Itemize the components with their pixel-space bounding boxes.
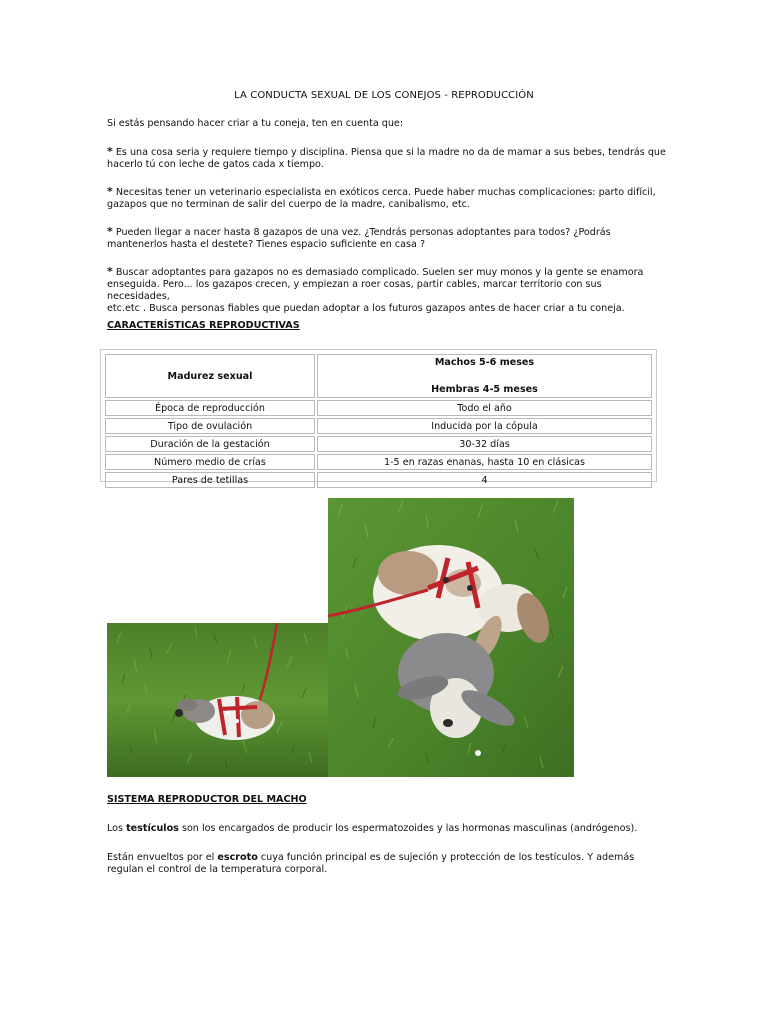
bullet-text: Pueden llegar a nacer hasta 8 gazapos de una vez. ¿Tendrás personas adoptantes para todos? ¿Podrás bbox=[115, 227, 611, 238]
text-run: cuya función principal es de sujeción y protección de los testículos. Y además bbox=[257, 852, 635, 863]
table-cell-label: Madurez sexual bbox=[105, 354, 315, 398]
table-cell-value: Todo el año bbox=[317, 400, 652, 416]
rabbit-photo-small bbox=[107, 623, 329, 777]
bullet-star: * bbox=[107, 225, 113, 238]
table-row bbox=[105, 400, 652, 416]
bold-term: testículos bbox=[126, 823, 179, 834]
bullet-item bbox=[107, 146, 667, 171]
bullet-item bbox=[107, 226, 667, 251]
bullet-star: * bbox=[107, 185, 113, 198]
text-run: Están envueltos por el bbox=[107, 852, 218, 863]
table-cell-label: Duración de la gestación bbox=[105, 436, 315, 452]
bullet-text: enseguida. Pero... los gazapos crecen, y empiezan a roer cosas, partir cables, marcar territorio con sus necesidades, bbox=[107, 279, 602, 302]
bullet-text: gazapos que no terminan de salir del cuerpo de la madre, canibalismo, etc. bbox=[107, 199, 470, 210]
table-cell-label: Número medio de crías bbox=[105, 454, 315, 470]
page-title: LA CONDUCTA SEXUAL DE LOS CONEJOS - REPRODUCCIÓN bbox=[234, 90, 534, 101]
bullet-item bbox=[107, 186, 667, 211]
bullet-text: hacerlo tú con leche de gatos cada x tiempo. bbox=[107, 159, 324, 170]
paragraph-testicles bbox=[107, 823, 707, 835]
table-cell-value: 30-32 días bbox=[317, 436, 652, 452]
table-row bbox=[105, 436, 652, 452]
bullet-text: mantenerlos hasta el destete? Tienes espacio suficiente en casa ? bbox=[107, 239, 426, 250]
bullet-text: Necesitas tener un veterinario especialista en exóticos cerca. Puede haber muchas complicaciones: parto difícil, bbox=[115, 187, 656, 198]
bold-term: escroto bbox=[217, 852, 258, 863]
table-cell-value: Inducida por la cópula bbox=[317, 418, 652, 434]
table-cell-label: Época de reproducción bbox=[105, 400, 315, 416]
text-run: Los bbox=[107, 823, 127, 834]
table-cell-label: Pares de tetillas bbox=[105, 472, 315, 488]
table-row bbox=[105, 418, 652, 434]
bullet-text: Es una cosa seria y requiere tiempo y disciplina. Piensa que si la madre no da de mamar a sus bebes, tendrás que bbox=[115, 147, 666, 158]
bullet-text: Buscar adoptantes para gazapos no es demasiado complicado. Suelen ser muy monos y la gente se enamora bbox=[115, 267, 644, 278]
maturity-females: Hembras 4-5 meses bbox=[431, 384, 538, 395]
table-cell-label: Tipo de ovulación bbox=[105, 418, 315, 434]
reproductive-table-frame bbox=[100, 349, 657, 486]
section-heading-reproductive: CARACTERÍSTICAS REPRODUCTIVAS bbox=[107, 320, 300, 331]
table-cell-value bbox=[317, 354, 652, 398]
table-row bbox=[105, 354, 652, 398]
table-cell-value: 4 bbox=[317, 472, 652, 488]
table-row bbox=[105, 472, 652, 488]
text-run: son los encargados de producir los espermatozoides y las hormonas masculinas (andrógenos). bbox=[178, 823, 638, 834]
rabbit-photo-large bbox=[328, 498, 574, 777]
table-cell-value: 1-5 en razas enanas, hasta 10 en clásicas bbox=[317, 454, 652, 470]
text-run: regulan el control de la temperatura corporal. bbox=[107, 864, 328, 875]
section-heading-male-system: SISTEMA REPRODUCTOR DEL MACHO bbox=[107, 794, 307, 805]
bullet-star: * bbox=[107, 145, 113, 158]
intro-text: Si estás pensando hacer criar a tu coneja, ten en cuenta que: bbox=[107, 118, 404, 129]
paragraph-scrotum bbox=[107, 852, 707, 876]
reproductive-table bbox=[103, 352, 654, 490]
maturity-males: Machos 5-6 meses bbox=[434, 357, 535, 368]
bullet-star: * bbox=[107, 265, 113, 278]
bullet-text: etc.etc . Busca personas fiables que puedan adoptar a los futuros gazapos antes de hacer criar a tu coneja. bbox=[107, 303, 625, 314]
bullet-item bbox=[107, 266, 667, 315]
table-row bbox=[105, 454, 652, 470]
